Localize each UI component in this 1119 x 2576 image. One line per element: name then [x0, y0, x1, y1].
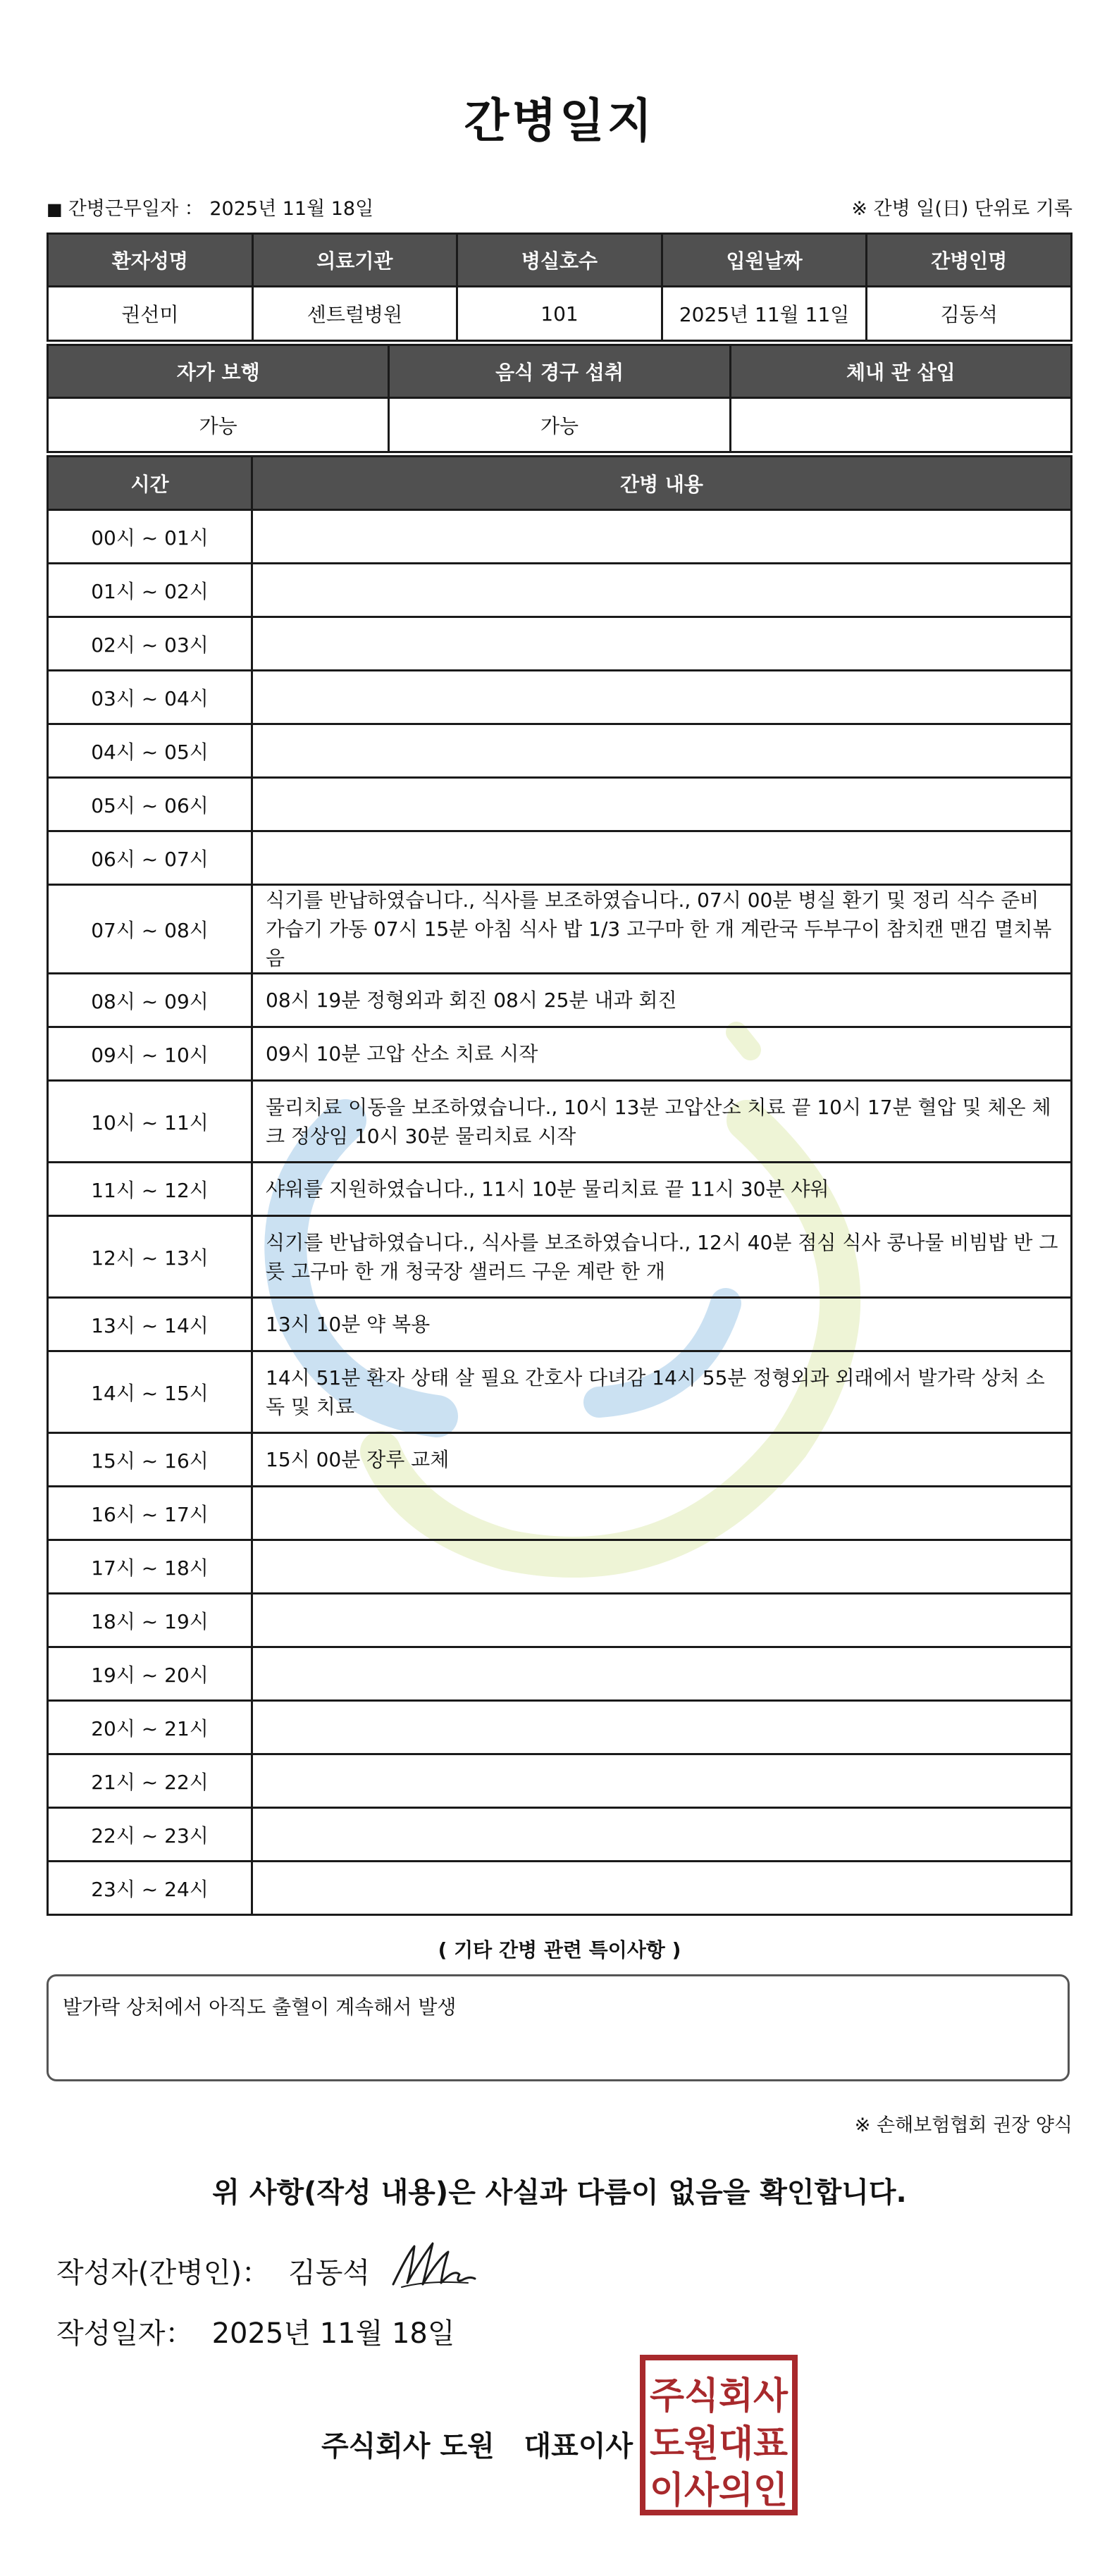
care-content: 08시 19분 정형외과 회진 08시 25분 내과 회진 — [252, 974, 1072, 1027]
time-slot: 11시 ~ 12시 — [48, 1163, 252, 1216]
table-row — [48, 831, 1072, 885]
company-representative: 주식회사 도원 대표이사 — [321, 2430, 633, 2463]
time-slot: 01시 ~ 02시 — [48, 564, 252, 617]
self-walking-value: 가능 — [48, 398, 389, 452]
table-row — [48, 724, 1072, 778]
care-content — [252, 671, 1072, 724]
page-title: 간병일지 — [464, 94, 655, 148]
header-time: 시간 — [48, 457, 252, 510]
time-slot: 20시 ~ 21시 — [48, 1701, 252, 1754]
care-content: 14시 51분 환자 상태 살 필요 간호사 다녀감 14시 55분 정형외과 외래에서 발가락 상처 소독 및 치료 — [252, 1351, 1072, 1433]
header-tube-insertion: 체내 관 삽입 — [730, 345, 1071, 398]
time-slot: 23시 ~ 24시 — [48, 1862, 252, 1915]
care-content — [252, 1540, 1072, 1594]
time-slot: 02시 ~ 03시 — [48, 617, 252, 671]
room-number: 101 — [457, 287, 662, 341]
care-content: 샤워를 지원하였습니다., 11시 10분 물리치료 끝 11시 30분 샤워 — [252, 1163, 1072, 1216]
care-content — [252, 1487, 1072, 1540]
table-row — [48, 564, 1072, 617]
care-content: 물리치료 이동을 보조하였습니다., 10시 13분 고압산소 치료 끝 10시 17분 혈압 및 체온 체크 정상임 10시 30분 물리치료 시작 — [252, 1081, 1072, 1163]
record-unit-note: ※ 간병 일(日) 단위로 기록 — [851, 198, 1072, 220]
time-slot: 08시 ~ 09시 — [48, 974, 252, 1027]
writer-name: 김동석 — [288, 2257, 370, 2289]
care-content — [252, 1647, 1072, 1701]
table-row — [48, 1540, 1072, 1594]
care-content — [252, 510, 1072, 564]
table-row — [48, 1216, 1072, 1298]
header-self-walking: 자가 보행 — [48, 345, 389, 398]
care-content — [252, 564, 1072, 617]
table-row — [48, 974, 1072, 1027]
patient-name: 권선미 — [48, 287, 253, 341]
table-row — [48, 1862, 1072, 1915]
signature-image — [386, 2234, 485, 2297]
time-slot: 05시 ~ 06시 — [48, 778, 252, 831]
header-care-content: 간병 내용 — [252, 457, 1072, 510]
time-slot: 16시 ~ 17시 — [48, 1487, 252, 1540]
time-slot: 03시 ~ 04시 — [48, 671, 252, 724]
care-content — [252, 1808, 1072, 1862]
patient-info-table — [47, 233, 1072, 342]
tube-insertion-value — [730, 398, 1071, 452]
table-row — [48, 1298, 1072, 1351]
writer-line — [56, 2250, 370, 2291]
care-log-table — [47, 455, 1072, 1916]
svg-text:주식회사: 주식회사 — [650, 2375, 789, 2417]
time-slot: 10시 ~ 11시 — [48, 1081, 252, 1163]
table-row — [48, 617, 1072, 671]
time-slot: 19시 ~ 20시 — [48, 1647, 252, 1701]
svg-text:이사의인: 이사의인 — [650, 2470, 788, 2512]
work-date-label: 간병근무일자 ： — [68, 198, 204, 220]
care-content — [252, 1862, 1072, 1915]
confirmation-statement: 위 사항(작성 내용)은 사실과 다름이 없음을 확인합니다. — [212, 2176, 907, 2209]
header-oral-intake: 음식 경구 섭취 — [389, 345, 730, 398]
table-row — [48, 1754, 1072, 1808]
care-content: 15시 00분 장루 교체 — [252, 1433, 1072, 1487]
time-slot: 17시 ~ 18시 — [48, 1540, 252, 1594]
table-row — [48, 778, 1072, 831]
care-content — [252, 1701, 1072, 1754]
square-bullet-icon: ■ — [47, 199, 63, 219]
table-row — [48, 1487, 1072, 1540]
ability-header-row — [48, 345, 1072, 398]
time-slot: 04시 ~ 05시 — [48, 724, 252, 778]
time-slot: 21시 ~ 22시 — [48, 1754, 252, 1808]
written-date-line — [56, 2311, 455, 2351]
remarks-text: 발가락 상처에서 아직도 출혈이 계속해서 발생 — [63, 1995, 457, 2019]
time-slot: 09시 ~ 10시 — [48, 1027, 252, 1081]
header-patient-name: 환자성명 — [48, 234, 253, 287]
time-slot: 07시 ~ 08시 — [48, 885, 252, 974]
remarks-box — [47, 1974, 1070, 2081]
care-log-header-row — [48, 457, 1072, 510]
oral-intake-value: 가능 — [389, 398, 730, 452]
care-content: 13시 10분 약 복용 — [252, 1298, 1072, 1351]
table-row — [48, 1647, 1072, 1701]
patient-info-header-row — [48, 234, 1072, 287]
table-row — [48, 671, 1072, 724]
written-date-label: 작성일자： — [56, 2317, 194, 2350]
care-content — [252, 778, 1072, 831]
header-admission-date: 입원날짜 — [662, 234, 867, 287]
hospital-name: 센트럴병원 — [252, 287, 457, 341]
care-log-body — [48, 510, 1072, 1915]
time-slot: 18시 ~ 19시 — [48, 1594, 252, 1647]
care-content: 식기를 반납하였습니다., 식사를 보조하였습니다., 12시 40분 점심 식사 콩나물 비빔밥 반 그릇 고구마 한 개 청국장 샐러드 구운 계란 한 개 — [252, 1216, 1072, 1298]
table-row — [48, 1351, 1072, 1433]
care-content — [252, 1594, 1072, 1647]
ability-table — [47, 344, 1072, 453]
remarks-title: ( 기타 간병 관련 특이사항 ) — [438, 1938, 681, 1962]
time-slot: 22시 ~ 23시 — [48, 1808, 252, 1862]
work-date-value: 2025년 11월 18일 — [209, 198, 374, 220]
admission-date: 2025년 11월 11일 — [662, 287, 867, 341]
ability-value-row — [48, 398, 1072, 452]
time-slot: 00시 ~ 01시 — [48, 510, 252, 564]
time-slot: 13시 ~ 14시 — [48, 1298, 252, 1351]
care-content — [252, 1754, 1072, 1808]
form-source-note: ※ 손해보험협회 권장 양식 — [854, 2114, 1072, 2136]
table-row — [48, 1163, 1072, 1216]
time-slot: 15시 ~ 16시 — [48, 1433, 252, 1487]
care-content — [252, 724, 1072, 778]
patient-info-value-row — [48, 287, 1072, 341]
caregiver-name: 김동석 — [867, 287, 1072, 341]
time-slot: 14시 ~ 15시 — [48, 1351, 252, 1433]
table-row — [48, 1081, 1072, 1163]
svg-text:도원대표: 도원대표 — [650, 2423, 788, 2465]
written-date-value: 2025년 11월 18일 — [211, 2317, 455, 2350]
time-slot: 06시 ~ 07시 — [48, 831, 252, 885]
table-row — [48, 1701, 1072, 1754]
care-content: 식기를 반납하였습니다., 식사를 보조하였습니다., 07시 00분 병실 환기 및 정리 식수 준비 가습기 가동 07시 15분 아침 식사 밥 1/3 고구마 한 개 계란국 두부구이 참치캔 맨김 멸치볶음 — [252, 885, 1072, 974]
table-row — [48, 1433, 1072, 1487]
company-seal-stamp — [638, 2353, 799, 2517]
header-hospital: 의료기관 — [252, 234, 457, 287]
table-row — [48, 510, 1072, 564]
care-content: 09시 10분 고압 산소 치료 시작 — [252, 1027, 1072, 1081]
table-row — [48, 1808, 1072, 1862]
header-room-number: 병실호수 — [457, 234, 662, 287]
writer-label: 작성자(간병인)： — [56, 2257, 271, 2289]
care-content — [252, 617, 1072, 671]
time-slot: 12시 ~ 13시 — [48, 1216, 252, 1298]
table-row — [48, 1027, 1072, 1081]
table-row — [48, 885, 1072, 974]
care-content — [252, 831, 1072, 885]
work-date-line — [47, 193, 373, 221]
header-caregiver-name: 간병인명 — [867, 234, 1072, 287]
table-row — [48, 1594, 1072, 1647]
